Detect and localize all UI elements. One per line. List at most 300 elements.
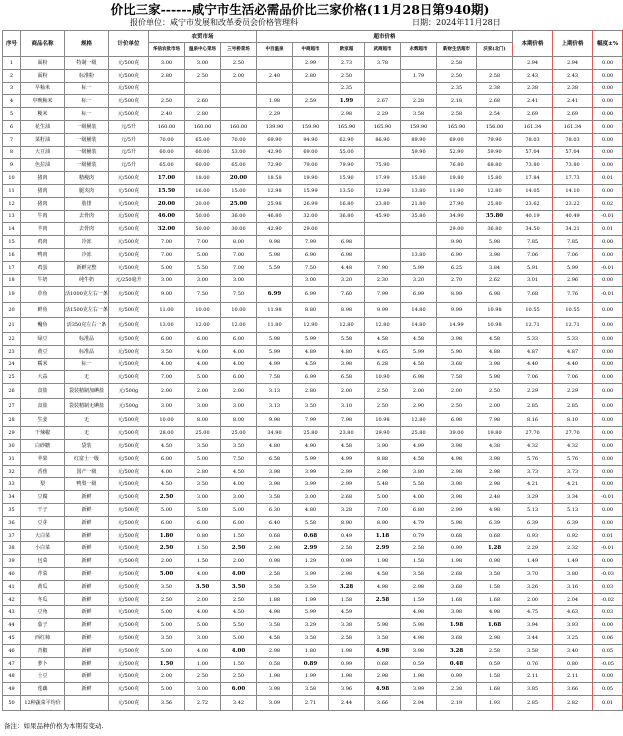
current-price: 5.33 <box>513 332 553 345</box>
store-price: 79.00 <box>293 159 329 172</box>
table-row <box>3 644 623 657</box>
store-price: 7.98 <box>477 414 513 427</box>
store-price: 7.98 <box>329 414 365 427</box>
table-row <box>3 210 623 223</box>
row-index: 47 <box>3 657 21 670</box>
store-price: 2.68 <box>477 95 513 108</box>
store-price: 4.50 <box>221 465 257 478</box>
row-index: 25 <box>3 371 21 384</box>
store-price: 4.99 <box>329 452 365 465</box>
header-store: 新财生活超市 <box>437 43 477 57</box>
price-unit: 元/500克 <box>109 580 149 593</box>
commodity-spec <box>65 696 109 711</box>
commodity-spec: 标一 <box>65 95 109 108</box>
store-price: 2.80 <box>293 69 329 82</box>
store-price: 25.00 <box>221 427 257 440</box>
store-price: 2.99 <box>329 465 365 478</box>
store-price: 3.98 <box>257 465 293 478</box>
commodity-name: 鸡肉 <box>21 236 65 249</box>
last-price: 5.33 <box>553 332 593 345</box>
store-price <box>257 57 293 70</box>
table-row <box>3 542 623 555</box>
store-price: 15.50 <box>149 184 185 197</box>
store-price: 7.00 <box>221 248 257 261</box>
store-price: 3.50 <box>149 632 185 645</box>
store-price: 35.80 <box>401 210 437 223</box>
header-store: 中商超市 <box>293 43 329 57</box>
store-price <box>365 69 401 82</box>
row-index: 49 <box>3 683 21 696</box>
store-price: 1.50 <box>149 657 185 670</box>
store-price: 8.00 <box>221 236 257 249</box>
commodity-name: 绿豆 <box>21 332 65 345</box>
store-price: 6.90 <box>293 248 329 261</box>
store-price: 32.00 <box>149 223 185 236</box>
store-price: 2.50 <box>149 491 185 504</box>
store-price: 6.98 <box>329 236 365 249</box>
store-price: 2.67 <box>365 95 401 108</box>
last-price: 10.55 <box>553 302 593 317</box>
current-price: 2.41 <box>513 95 553 108</box>
store-price: 4.98 <box>437 452 477 465</box>
store-price: 14.80 <box>401 317 437 332</box>
row-index: 33 <box>3 478 21 491</box>
store-price: 2.50 <box>149 542 185 555</box>
store-price: 3.00 <box>185 491 221 504</box>
row-index: 20 <box>3 302 21 317</box>
table-row <box>3 670 623 683</box>
row-index: 6 <box>3 120 21 133</box>
store-price: 3.58 <box>257 491 293 504</box>
store-price: 20.00 <box>149 197 185 210</box>
commodity-name: 生姜 <box>21 414 65 427</box>
store-price: 76.80 <box>437 159 477 172</box>
store-price: 9.99 <box>365 302 401 317</box>
store-price: 4.00 <box>185 644 221 657</box>
row-index: 35 <box>3 504 21 517</box>
current-price: 4.21 <box>513 478 553 491</box>
row-index: 2 <box>3 69 21 82</box>
table-row <box>3 120 623 133</box>
commodity-name: 猪肉 <box>21 172 65 185</box>
store-price: 3.96 <box>329 683 365 696</box>
store-price: 6.00 <box>221 516 257 529</box>
commodity-spec: 腿夹肉 <box>65 184 109 197</box>
change-percent: 0.00 <box>593 236 623 249</box>
store-price: 7.99 <box>293 414 329 427</box>
store-price: 7.00 <box>365 504 401 517</box>
store-price: 4.80 <box>293 504 329 517</box>
store-price: 5.99 <box>401 261 437 274</box>
table-row <box>3 440 623 453</box>
store-price: 2.54 <box>477 108 513 121</box>
table-row <box>3 172 623 185</box>
store-price: 160.00 <box>149 120 185 133</box>
price-unit: 元/500克 <box>109 427 149 440</box>
store-price: 8.98 <box>329 302 365 317</box>
store-price: 10.98 <box>365 414 401 427</box>
commodity-spec: 新鲜完整 <box>65 261 109 274</box>
store-price: 4.00 <box>185 568 221 581</box>
commodity-name: 西红柿 <box>21 632 65 645</box>
last-price: 4.87 <box>553 345 593 358</box>
store-price: 36.00 <box>221 210 257 223</box>
commodity-spec: 新鲜 <box>65 619 109 632</box>
commodity-spec: 标一 <box>65 358 109 371</box>
price-unit: 元/500克 <box>109 644 149 657</box>
commodity-spec: 冷冻 <box>65 248 109 261</box>
store-price: 2.68 <box>329 491 365 504</box>
price-unit: 元/500克 <box>109 478 149 491</box>
store-price: 2.94 <box>401 696 437 711</box>
last-price: 7.76 <box>553 287 593 302</box>
store-price: 5.00 <box>221 504 257 517</box>
store-price: 3.50 <box>221 580 257 593</box>
store-price: 2.00 <box>401 384 437 399</box>
commodity-spec: 新鲜 <box>65 580 109 593</box>
store-price <box>149 82 185 95</box>
store-price: 3.50 <box>185 440 221 453</box>
price-unit: 元/500克 <box>109 683 149 696</box>
store-price: 5.00 <box>185 248 221 261</box>
last-price: 5.76 <box>553 452 593 465</box>
commodity-name: 羊肉 <box>21 223 65 236</box>
change-percent: 0.00 <box>593 452 623 465</box>
row-index: 45 <box>3 632 21 645</box>
commodity-spec: 标一 <box>65 108 109 121</box>
price-unit: 元/500克 <box>109 82 149 95</box>
store-price: 3.98 <box>437 491 477 504</box>
store-price: 3.59 <box>293 580 329 593</box>
store-price: 3.68 <box>437 580 477 593</box>
store-price: 36.80 <box>477 223 513 236</box>
current-price: 5.76 <box>513 452 553 465</box>
table-row <box>3 427 623 440</box>
table-row <box>3 261 623 274</box>
change-percent: -0.05 <box>593 657 623 670</box>
store-price: 59.90 <box>477 146 513 159</box>
store-price: 3.68 <box>437 632 477 645</box>
store-price: 2.99 <box>365 542 401 555</box>
store-price: 156.00 <box>477 120 513 133</box>
store-price: 0.99 <box>437 542 477 555</box>
store-price: 17.00 <box>149 172 185 185</box>
store-price <box>185 82 221 95</box>
store-price: 60.00 <box>185 146 221 159</box>
commodity-name: 猪肉 <box>21 184 65 197</box>
store-price: 5.98 <box>365 619 401 632</box>
row-index: 24 <box>3 358 21 371</box>
change-percent: 0.00 <box>593 57 623 70</box>
price-unit: 元/500克 <box>109 491 149 504</box>
store-price <box>401 82 437 95</box>
store-price: 6.98 <box>401 371 437 384</box>
change-percent: 0.00 <box>593 371 623 384</box>
store-price: 11.90 <box>437 184 477 197</box>
last-price: 23.22 <box>553 197 593 210</box>
table-row <box>3 146 623 159</box>
commodity-spec: 标准品 <box>65 345 109 358</box>
commodity-name: 大蒜 <box>21 371 65 384</box>
change-percent: 0.00 <box>593 465 623 478</box>
store-price: 2.38 <box>437 683 477 696</box>
store-price: 8.88 <box>365 452 401 465</box>
current-price: 3.01 <box>513 274 553 287</box>
row-index: 5 <box>3 108 21 121</box>
store-price: 3.00 <box>185 632 221 645</box>
row-index: 9 <box>3 159 21 172</box>
store-price: 0.49 <box>329 529 365 542</box>
current-price: 57.04 <box>513 146 553 159</box>
change-percent: -0.02 <box>593 593 623 606</box>
store-price: 12.90 <box>293 317 329 332</box>
store-price: 1.18 <box>365 529 401 542</box>
table-row <box>3 504 623 517</box>
store-price: 25.98 <box>257 197 293 210</box>
header-store: 华信农批市场 <box>149 43 185 57</box>
store-price: 4.00 <box>221 358 257 371</box>
last-price: 7.06 <box>553 248 593 261</box>
store-price: 5.48 <box>365 478 401 491</box>
change-percent: 0.00 <box>593 555 623 568</box>
store-price: 1.58 <box>477 670 513 683</box>
commodity-spec: 新鲜 <box>65 606 109 619</box>
change-percent: 0.00 <box>593 345 623 358</box>
change-percent: 0.01 <box>593 223 623 236</box>
store-price <box>365 223 401 236</box>
store-price: 5.98 <box>477 236 513 249</box>
store-price <box>477 57 513 70</box>
store-price: 25.00 <box>185 427 221 440</box>
commodity-name: 黄瓜 <box>21 580 65 593</box>
row-index: 48 <box>3 670 21 683</box>
store-price: 6.99 <box>293 287 329 302</box>
store-price <box>221 95 257 108</box>
store-price: 4.50 <box>149 478 185 491</box>
price-unit: 元/500克 <box>109 358 149 371</box>
store-price: 2.50 <box>149 593 185 606</box>
store-price: 3.00 <box>185 399 221 414</box>
price-unit: 元/500克 <box>109 440 149 453</box>
store-price: 39.00 <box>437 427 477 440</box>
store-price: 28.00 <box>149 427 185 440</box>
price-unit: 元/500克 <box>109 568 149 581</box>
store-price: 6.00 <box>185 516 221 529</box>
store-price: 20.00 <box>221 172 257 185</box>
store-price: 5.00 <box>149 504 185 517</box>
store-price: 7.00 <box>185 236 221 249</box>
change-percent: 0.00 <box>593 427 623 440</box>
price-unit: 元/500g <box>109 399 149 414</box>
store-price: 15.80 <box>477 172 513 185</box>
store-price: 2.44 <box>329 696 365 711</box>
price-unit: 元/500克 <box>109 345 149 358</box>
store-price: 6.39 <box>477 516 513 529</box>
store-price: 5.00 <box>149 619 185 632</box>
store-price: 15.90 <box>329 172 365 185</box>
store-price: 3.00 <box>293 274 329 287</box>
store-price: 5.58 <box>329 332 365 345</box>
commodity-spec: 标一 <box>65 82 109 95</box>
store-price: 0.89 <box>293 657 329 670</box>
store-price: 2.50 <box>477 384 513 399</box>
commodity-spec: 一级桶装 <box>65 120 109 133</box>
store-price: 11.98 <box>257 302 293 317</box>
store-price: 6.00 <box>149 332 185 345</box>
store-price: 5.99 <box>401 345 437 358</box>
store-price: 4.98 <box>257 606 293 619</box>
store-price: 72.90 <box>257 159 293 172</box>
store-price: 5.00 <box>149 683 185 696</box>
store-price: 5.00 <box>221 632 257 645</box>
store-price <box>365 82 401 95</box>
table-row <box>3 108 623 121</box>
price-unit: 元/500克 <box>109 236 149 249</box>
store-price: 2.73 <box>329 57 365 70</box>
price-unit: 元/500克 <box>109 332 149 345</box>
store-price: 1.58 <box>401 555 437 568</box>
commodity-spec: 新鲜 <box>65 657 109 670</box>
row-index: 32 <box>3 465 21 478</box>
store-price: 7.50 <box>293 261 329 274</box>
price-unit: 元/500克 <box>109 317 149 332</box>
store-price: 5.00 <box>185 619 221 632</box>
store-price: 2.00 <box>221 384 257 399</box>
commodity-name: 猪肉 <box>21 197 65 210</box>
store-price: 3.29 <box>293 619 329 632</box>
row-index: 31 <box>3 452 21 465</box>
store-price: 17.99 <box>365 172 401 185</box>
store-price: 29.00 <box>293 223 329 236</box>
store-price: 3.50 <box>293 399 329 414</box>
change-percent: 0.01 <box>593 529 623 542</box>
table-row <box>3 568 623 581</box>
price-unit: 元/500克 <box>109 555 149 568</box>
price-unit: 元/5升 <box>109 120 149 133</box>
commodity-spec: 肋排 <box>65 197 109 210</box>
current-price: 12.71 <box>513 317 553 332</box>
store-price: 2.99 <box>293 542 329 555</box>
store-price: 1.80 <box>149 529 185 542</box>
store-price: 0.48 <box>437 657 477 670</box>
store-price: 12.80 <box>477 184 513 197</box>
store-price: 5.00 <box>149 568 185 581</box>
store-price: 4.98 <box>477 606 513 619</box>
current-price: 0.76 <box>513 657 553 670</box>
store-price: 5.58 <box>293 516 329 529</box>
store-price: 4.98 <box>477 504 513 517</box>
store-price: 0.68 <box>437 529 477 542</box>
price-unit: 元/500克 <box>109 619 149 632</box>
table-row <box>3 358 623 371</box>
last-price: 2.32 <box>553 542 593 555</box>
store-price: 2.58 <box>437 108 477 121</box>
price-unit: 元/250毫升 <box>109 274 149 287</box>
store-price: 65.00 <box>221 159 257 172</box>
store-price: 2.58 <box>329 632 365 645</box>
current-price: 14.05 <box>513 184 553 197</box>
change-percent: 0.00 <box>593 69 623 82</box>
store-price: 86.90 <box>365 133 401 146</box>
store-price: 4.98 <box>401 632 437 645</box>
report-title: 价比三家------咸宁市生活必需品价比三家价格(11月28日第940期) <box>110 2 490 17</box>
current-price: 23.62 <box>513 197 553 210</box>
store-price: 2.80 <box>185 465 221 478</box>
table-row <box>3 274 623 287</box>
commodity-spec: 标准品 <box>65 332 109 345</box>
commodity-spec: 新鲜 <box>65 568 109 581</box>
commodity-name: 苹果 <box>21 452 65 465</box>
change-percent: 0.00 <box>593 248 623 261</box>
store-price: 2.50 <box>437 69 477 82</box>
change-percent: 0.00 <box>593 108 623 121</box>
price-unit: 元/500克 <box>109 108 149 121</box>
store-price: 2.50 <box>365 384 401 399</box>
price-unit: 元/500克 <box>109 184 149 197</box>
commodity-name: 12种蔬菜平均价 <box>21 696 65 711</box>
store-price: 2.50 <box>365 399 401 414</box>
store-price: 2.00 <box>329 384 365 399</box>
store-price: 3.98 <box>437 606 477 619</box>
commodity-name: 冬瓜 <box>21 593 65 606</box>
store-price: 2.00 <box>149 670 185 683</box>
table-row <box>3 57 623 70</box>
commodity-name: 萝卜 <box>21 657 65 670</box>
store-price: 5.98 <box>401 619 437 632</box>
store-price: 0.98 <box>257 555 293 568</box>
current-price: 1.49 <box>513 555 553 568</box>
store-price: 3.78 <box>365 57 401 70</box>
store-price: 68.80 <box>477 159 513 172</box>
store-price: 8.99 <box>437 287 477 302</box>
row-index: 15 <box>3 236 21 249</box>
store-price: 2.50 <box>221 542 257 555</box>
change-percent: -0.01 <box>593 491 623 504</box>
store-price: 4.89 <box>293 345 329 358</box>
store-price <box>401 159 437 172</box>
store-price: 2.00 <box>185 593 221 606</box>
current-price: 2.43 <box>513 69 553 82</box>
change-percent: 0.00 <box>593 440 623 453</box>
table-row <box>3 696 623 711</box>
store-price: 3.50 <box>185 478 221 491</box>
store-price: 3.20 <box>401 274 437 287</box>
store-price: 15.00 <box>221 184 257 197</box>
store-price: 5.98 <box>477 371 513 384</box>
last-price: 14.10 <box>553 184 593 197</box>
last-price: 2.38 <box>553 82 593 95</box>
table-row <box>3 619 623 632</box>
commodity-name: 食盐 <box>21 399 65 414</box>
change-percent: 0.03 <box>593 606 623 619</box>
store-price: 53.00 <box>221 146 257 159</box>
store-price <box>221 108 257 121</box>
commodity-name: 草鱼 <box>21 287 65 302</box>
store-price: 6.00 <box>185 332 221 345</box>
store-price: 2.38 <box>477 82 513 95</box>
store-price: 4.58 <box>401 332 437 345</box>
last-price: 2.85 <box>553 399 593 414</box>
store-price: 13.80 <box>401 184 437 197</box>
store-price: 1.68 <box>437 593 477 606</box>
store-price: 27.90 <box>437 197 477 210</box>
commodity-name: 糯米 <box>21 358 65 371</box>
store-price: 1.50 <box>185 555 221 568</box>
change-percent: 0.00 <box>593 146 623 159</box>
store-price: 12.80 <box>329 317 365 332</box>
store-price: 2.40 <box>257 69 293 82</box>
commodity-name: 花生油 <box>21 120 65 133</box>
